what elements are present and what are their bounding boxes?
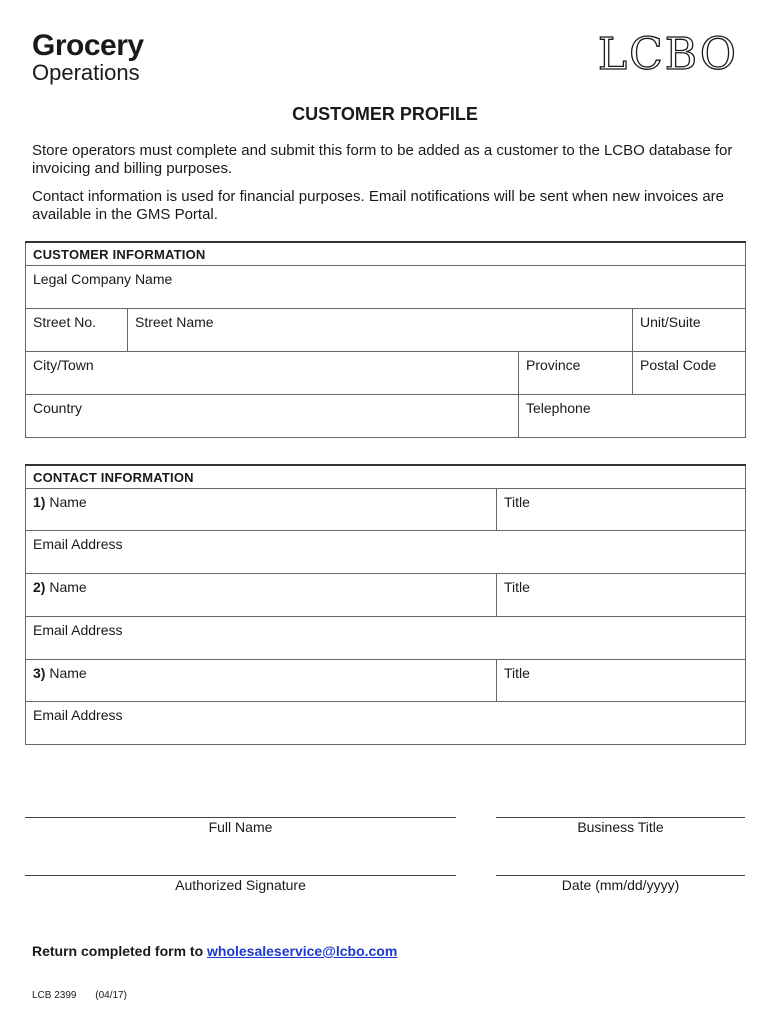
contact-1-title-field[interactable] bbox=[497, 488, 746, 530]
business-title-line[interactable] bbox=[496, 817, 745, 818]
street-no-field[interactable] bbox=[26, 308, 128, 351]
business-title-label: Business Title bbox=[577, 819, 664, 835]
contact-1-email-label: Email Address bbox=[33, 535, 123, 552]
form-id: LCB 2399 bbox=[32, 990, 77, 1001]
city-town-label: City/Town bbox=[33, 356, 94, 373]
province-field[interactable] bbox=[519, 351, 633, 394]
contact-1-number: 1) bbox=[33, 493, 46, 510]
return-email-link[interactable]: wholesaleservice@lcbo.com bbox=[207, 943, 398, 959]
page-title: CUSTOMER PROFILE bbox=[292, 104, 478, 124]
telephone-label: Telephone bbox=[526, 399, 591, 416]
legal-company-name-field[interactable] bbox=[26, 265, 746, 308]
date-line[interactable] bbox=[496, 875, 745, 876]
return-instructions bbox=[32, 943, 397, 959]
contact-1-name-field[interactable] bbox=[26, 488, 497, 530]
city-town-field[interactable] bbox=[26, 351, 519, 394]
contact-2-email-label: Email Address bbox=[33, 621, 123, 638]
contact-2-name-field[interactable] bbox=[26, 573, 497, 616]
contact-2-number: 2) bbox=[33, 578, 46, 595]
return-text: Return completed form to bbox=[32, 943, 204, 959]
contact-information-table bbox=[25, 464, 746, 745]
street-name-label: Street Name bbox=[135, 313, 214, 330]
province-label: Province bbox=[526, 356, 581, 373]
contact-1-title-label: Title bbox=[504, 493, 530, 510]
contact-2-email-field[interactable] bbox=[26, 616, 746, 659]
contact-3-email-field[interactable] bbox=[26, 701, 746, 744]
street-name-field[interactable] bbox=[128, 308, 633, 351]
customer-information-table bbox=[25, 241, 746, 438]
full-name-label: Full Name bbox=[208, 819, 273, 835]
country-field[interactable] bbox=[26, 394, 519, 437]
telephone-field[interactable] bbox=[519, 394, 746, 437]
intro-paragraph-1: Store operators must complete and submit this form to be added as a customer to the LCBO database for invoicing and billing purposes. bbox=[32, 142, 733, 177]
unit-suite-label: Unit/Suite bbox=[640, 313, 701, 330]
intro-paragraph-2: Contact information is used for financial purposes. Email notifications will be sent when new invoices are available in the GMS Portal. bbox=[32, 188, 725, 223]
customer-information-heading: CUSTOMER INFORMATION bbox=[26, 242, 746, 265]
contact-3-name-label: Name bbox=[49, 664, 87, 681]
grocery-operations-logo bbox=[32, 30, 144, 84]
logo-operations-text: Operations bbox=[32, 60, 140, 85]
contact-3-number: 3) bbox=[33, 664, 46, 681]
form-revision: (04/17) bbox=[95, 990, 127, 1001]
contact-information-heading: CONTACT INFORMATION bbox=[26, 465, 746, 488]
authorized-signature-line[interactable] bbox=[25, 875, 456, 876]
logo-grocery-text: Grocery bbox=[32, 29, 144, 62]
contact-3-email-label: Email Address bbox=[33, 706, 123, 723]
street-no-label: Street No. bbox=[33, 313, 97, 330]
contact-3-title-label: Title bbox=[504, 664, 530, 681]
unit-suite-field[interactable] bbox=[633, 308, 746, 351]
form-footer bbox=[32, 990, 143, 1001]
contact-2-name-label: Name bbox=[49, 578, 87, 595]
full-name-line[interactable] bbox=[25, 817, 456, 818]
contact-2-title-field[interactable] bbox=[497, 573, 746, 616]
postal-code-field[interactable] bbox=[633, 351, 746, 394]
date-label: Date (mm/dd/yyyy) bbox=[561, 877, 680, 893]
lcbo-logo: LCBO bbox=[597, 29, 738, 80]
contact-3-title-field[interactable] bbox=[497, 659, 746, 701]
contact-1-email-field[interactable] bbox=[26, 530, 746, 573]
contact-2-title-label: Title bbox=[504, 578, 530, 595]
contact-3-name-field[interactable] bbox=[26, 659, 497, 701]
country-label: Country bbox=[33, 399, 83, 416]
legal-company-name-label: Legal Company Name bbox=[33, 270, 173, 287]
contact-1-name-label: Name bbox=[49, 493, 87, 510]
authorized-signature-label: Authorized Signature bbox=[175, 877, 306, 893]
postal-code-label: Postal Code bbox=[640, 356, 717, 373]
